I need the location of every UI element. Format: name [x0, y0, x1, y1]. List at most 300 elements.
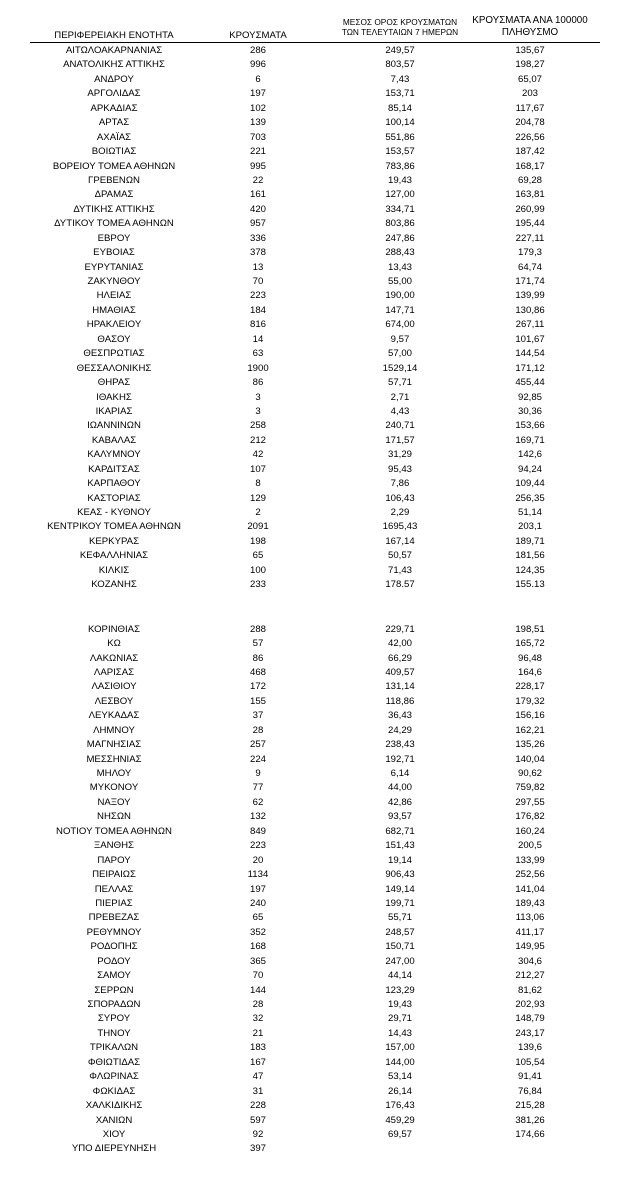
per-100000-cell: 162,21 [515, 724, 545, 736]
per-100000-cell: 165,72 [515, 638, 545, 650]
header-avg-line2: ΤΩΝ ΤΕΛΕΥΤΑΙΩΝ 7 ΗΜΕΡΩΝ [341, 27, 459, 37]
header-per-line2: ΠΛΗΘΥΣΜΟ [501, 27, 559, 38]
per-100000-cell: 243,17 [515, 1027, 545, 1039]
header-region: ΠΕΡΙΦΕΡΕΙΑΚΗ ΕΝΟΤΗΤΑ [54, 30, 174, 41]
per-100000-cell: 198,27 [515, 59, 545, 71]
table-row [0, 246, 622, 260]
region-cell: ΚΑΛΥΜΝΟΥ [87, 449, 141, 461]
avg-7-days-cell: 153,71 [385, 88, 415, 100]
avg-7-days-cell: 7,86 [390, 478, 410, 490]
region-cell: ΠΕΙΡΑΙΩΣ [92, 869, 136, 881]
avg-7-days-cell: 147,71 [385, 304, 415, 316]
region-cell: ΧΑΝΙΩΝ [95, 1114, 133, 1126]
per-100000-cell: 203,1 [517, 521, 542, 533]
table-row [0, 1070, 622, 1084]
table-row [0, 810, 622, 824]
per-100000-cell: 139,6 [517, 1042, 542, 1054]
region-cell: ΚΕΦΑΛΛΗΝΙΑΣ [79, 550, 149, 562]
per-100000-cell: 96,48 [517, 652, 542, 664]
table-row [0, 578, 622, 592]
per-100000-cell: 198,51 [515, 623, 545, 635]
avg-7-days-cell: 85,14 [387, 102, 412, 114]
avg-7-days-cell: 682,71 [385, 825, 415, 837]
header-divider [30, 42, 600, 43]
avg-7-days-cell: 50,57 [387, 550, 412, 562]
region-cell: ΖΑΚΥΝΘΟΥ [87, 276, 141, 287]
avg-7-days-cell: 131,14 [385, 681, 415, 693]
region-cell: ΑΝΑΤΟΛΙΚΗΣ ΑΤΤΙΚΗΣ [63, 59, 165, 71]
table-row [0, 102, 622, 116]
cases-cell: 3 [255, 405, 261, 417]
avg-7-days-cell: 551,86 [385, 131, 415, 143]
avg-7-days-cell: 53,14 [387, 1071, 412, 1083]
cases-cell: 70 [252, 276, 264, 287]
cases-cell: 37 [252, 710, 264, 722]
region-cell: ΑΧΑΪΑΣ [96, 131, 132, 143]
region-cell: ΘΑΣΟΥ [97, 333, 131, 345]
region-cell: ΤΗΝΟΥ [97, 1027, 131, 1039]
cases-cell: 365 [249, 955, 266, 967]
region-cell: ΜΕΣΣΗΝΙΑΣ [86, 753, 142, 765]
region-cell: ΘΕΣΣΑΛΟΝΙΚΗΣ [76, 362, 152, 374]
table-row [0, 362, 622, 376]
avg-7-days-cell: 71,43 [387, 564, 412, 576]
per-100000-cell: 76,84 [517, 1085, 542, 1097]
per-100000-cell: 90,62 [517, 768, 542, 779]
region-cell: ΔΡΑΜΑΣ [94, 189, 134, 201]
table-row [0, 1114, 622, 1128]
avg-7-days-cell: 93,57 [387, 811, 412, 823]
table-row [0, 781, 622, 795]
avg-7-days-cell: 153,57 [385, 146, 415, 158]
per-100000-cell: 164,6 [517, 666, 542, 678]
per-100000-cell: 160,24 [515, 825, 545, 837]
header-avg-line1: ΜΕΣΟΣ ΟΡΟΣ ΚΡΟΥΣΜΑΤΩΝ [342, 17, 458, 27]
table-row [0, 160, 622, 174]
cases-cell: 172 [249, 681, 266, 693]
cases-cell: 378 [249, 247, 266, 259]
region-cell: ΚΑΒΑΛΑΣ [91, 434, 137, 446]
cases-cell: 996 [249, 59, 266, 71]
cases-cell: 62 [252, 796, 264, 808]
per-100000-cell: 179,32 [515, 695, 545, 707]
per-100000-cell: 189,71 [515, 535, 545, 547]
table-row [0, 695, 622, 709]
cases-cell: 212 [249, 434, 266, 446]
per-100000-cell: 142,6 [517, 449, 542, 461]
per-100000-cell: 455,44 [515, 377, 545, 389]
region-cell: ΑΝΔΡΟΥ [94, 73, 134, 85]
avg-7-days-cell: 171,57 [385, 434, 415, 446]
table-row [0, 1027, 622, 1041]
region-cell: ΙΩΑΝΝΙΝΩΝ [87, 420, 141, 432]
avg-7-days-cell: 151,43 [385, 840, 415, 852]
cases-cell: 100 [249, 564, 266, 576]
table-row [0, 174, 622, 188]
avg-7-days-cell: 55,71 [387, 912, 412, 924]
avg-7-days-cell: 409,57 [385, 666, 415, 678]
cases-cell: 288 [249, 623, 266, 635]
per-100000-cell: 133,99 [515, 854, 545, 866]
per-100000-cell: 212,27 [515, 970, 545, 982]
region-cell: ΚΟΖΑΝΗΣ [91, 579, 137, 591]
cases-cell: 14 [252, 333, 264, 345]
avg-7-days-cell: 118,86 [385, 695, 415, 707]
region-cell: ΡΟΔΟΠΗΣ [90, 941, 138, 953]
region-cell: ΛΑΡΙΣΑΣ [93, 666, 135, 678]
per-100000-cell: 200,5 [517, 840, 542, 852]
cases-cell: 197 [249, 88, 266, 100]
header-per-100000 [460, 15, 600, 39]
region-cell: ΚΕΡΚΥΡΑΣ [88, 535, 139, 547]
table-row [0, 203, 622, 217]
cases-cell: 233 [249, 579, 266, 591]
table-row [0, 652, 622, 666]
cases-cell: 597 [249, 1114, 266, 1126]
table-row [0, 232, 622, 246]
cases-cell: 129 [249, 492, 266, 504]
table-row [0, 419, 622, 433]
table-row [0, 637, 622, 651]
table-row [0, 955, 622, 969]
cases-cell: 22 [252, 174, 264, 186]
avg-7-days-cell: 157,00 [385, 1042, 415, 1054]
avg-7-days-cell: 783,86 [385, 160, 415, 172]
per-100000-cell: 204,78 [515, 117, 545, 129]
per-100000-cell: 163,81 [515, 189, 545, 201]
per-100000-cell: 144,54 [515, 348, 545, 360]
cases-cell: 184 [249, 304, 266, 316]
per-100000-cell: 297,55 [515, 796, 545, 808]
cases-cell: 197 [249, 883, 266, 895]
table-row [0, 520, 622, 534]
header-per-line1: ΚΡΟΥΣΜΑΤΑ ΑΝΑ 100000 [472, 15, 588, 26]
per-100000-cell: 202,93 [515, 999, 545, 1010]
avg-7-days-cell: 229,71 [385, 623, 415, 635]
cases-cell: 183 [249, 1042, 266, 1054]
per-100000-cell: 189,43 [515, 897, 545, 909]
cases-cell: 86 [252, 652, 264, 664]
table-row [0, 535, 622, 549]
region-cell: ΛΕΣΒΟΥ [94, 695, 134, 707]
table-row [0, 940, 622, 954]
per-100000-cell: 228,17 [515, 681, 545, 693]
cases-cell: 995 [249, 160, 266, 172]
cases-cell: 28 [252, 724, 264, 736]
region-cell: ΚΕΑΣ - ΚΥΘΝΟΥ [77, 507, 151, 518]
cases-cell: 32 [252, 1013, 264, 1025]
region-cell: ΒΟΡΕΙΟΥ ΤΟΜΕΑ ΑΘΗΝΩΝ [52, 160, 176, 172]
avg-7-days-cell: 144,00 [385, 1056, 415, 1068]
cases-cell: 240 [249, 897, 266, 909]
region-cell: ΧΑΛΚΙΔΙΚΗΣ [85, 1100, 143, 1112]
table-row [0, 289, 622, 303]
table-row [0, 261, 622, 275]
avg-7-days-cell: 240,71 [385, 420, 415, 432]
avg-7-days-cell: 247,86 [385, 232, 415, 244]
cases-cell: 336 [249, 232, 266, 244]
table-row [0, 666, 622, 680]
cases-cell: 92 [252, 1128, 264, 1140]
table-row [0, 318, 622, 332]
table-row [0, 709, 622, 723]
region-cell: ΑΙΤΩΛΟΑΚΑΡΝΑΝΙΑΣ [65, 45, 163, 56]
cases-cell: 258 [249, 420, 266, 432]
cases-cell: 223 [249, 840, 266, 852]
table-row [0, 1128, 622, 1142]
region-cell: ΛΗΜΝΟΥ [93, 724, 135, 736]
cases-cell: 224 [249, 753, 266, 765]
cases-cell: 28 [252, 999, 264, 1010]
per-100000-cell: 267,11 [515, 319, 545, 331]
avg-7-days-cell: 192,71 [385, 753, 415, 765]
per-100000-cell: 304,6 [517, 955, 542, 967]
cases-cell: 1900 [247, 362, 269, 374]
region-cell: ΡΕΘΥΜΝΟΥ [86, 926, 142, 938]
region-cell: ΚΩ [107, 638, 121, 650]
region-cell: ΚΕΝΤΡΙΚΟΥ ΤΟΜΕΑ ΑΘΗΝΩΝ [47, 521, 181, 533]
avg-7-days-cell: 19,43 [387, 174, 412, 186]
table-row [0, 304, 622, 318]
region-cell: ΙΚΑΡΙΑΣ [95, 405, 133, 417]
avg-7-days-cell: 14,43 [387, 1027, 412, 1039]
per-100000-cell: 227,11 [515, 232, 545, 244]
avg-7-days-cell: 167,14 [385, 535, 415, 547]
cases-cell: 352 [249, 926, 266, 938]
avg-7-days-cell: 57,00 [387, 348, 412, 360]
per-100000-cell: 171,12 [515, 362, 545, 374]
region-cell: ΕΥΡΥΤΑΝΙΑΣ [84, 261, 144, 273]
table-row [0, 1056, 622, 1070]
cases-cell: 2091 [247, 521, 269, 533]
region-cell: ΝΟΤΙΟΥ ΤΟΜΕΑ ΑΘΗΝΩΝ [56, 825, 172, 837]
avg-7-days-cell: 248,57 [385, 926, 415, 938]
table-row [0, 984, 622, 998]
region-cell: ΗΡΑΚΛΕΙΟΥ [86, 319, 142, 331]
per-100000-cell: 181,56 [515, 550, 545, 562]
avg-7-days-cell: 44,00 [387, 782, 412, 794]
region-cell: ΗΛΕΙΑΣ [96, 290, 132, 302]
per-100000-cell: 759,82 [515, 782, 545, 794]
avg-7-days-cell: 13,43 [387, 261, 412, 273]
region-cell: ΒΟΙΩΤΙΑΣ [91, 146, 137, 158]
table-row [0, 347, 622, 361]
table-row [0, 73, 622, 87]
region-cell: ΣΥΡΟΥ [97, 1013, 131, 1025]
per-100000-cell: 81,62 [517, 984, 542, 996]
avg-7-days-cell: 55,00 [387, 276, 412, 287]
region-cell: ΜΗΛΟΥ [96, 768, 132, 779]
per-100000-cell: 30,36 [517, 405, 542, 417]
table-row [0, 883, 622, 897]
header-avg-7-days [326, 17, 474, 37]
table-row [0, 217, 622, 231]
table-row [0, 1041, 622, 1055]
avg-7-days-cell: 24,29 [387, 724, 412, 736]
table-row [0, 1012, 622, 1026]
region-cell: ΓΡΕΒΕΝΩΝ [88, 174, 140, 186]
avg-7-days-cell: 238,43 [385, 739, 415, 751]
table-row [0, 753, 622, 767]
per-100000-cell: 113,06 [515, 912, 545, 924]
cases-cell: 70 [252, 970, 264, 982]
cases-cell: 132 [249, 811, 266, 823]
table-row [0, 376, 622, 390]
region-cell: ΦΛΩΡΙΝΑΣ [89, 1071, 139, 1083]
per-100000-cell: 135,26 [515, 739, 545, 751]
region-cell: ΧΙΟΥ [102, 1128, 126, 1140]
region-cell: ΑΡΓΟΛΙΔΑΣ [87, 88, 141, 100]
cases-cell: 397 [249, 1143, 266, 1155]
avg-7-days-cell: 674,00 [385, 319, 415, 331]
per-100000-cell: 169,71 [515, 434, 545, 446]
region-cell: ΦΩΚΙΔΑΣ [92, 1085, 136, 1097]
region-cell: ΑΡΚΑΔΙΑΣ [90, 102, 138, 114]
per-100000-cell: 411,17 [515, 926, 545, 938]
per-100000-cell: 117,67 [515, 102, 545, 114]
region-cell: ΑΡΤΑΣ [98, 117, 130, 129]
per-100000-cell: 141,04 [515, 883, 545, 895]
avg-7-days-cell: 176,43 [385, 1100, 415, 1112]
region-cell: ΡΟΔΟΥ [97, 955, 131, 967]
cases-cell: 161 [249, 189, 266, 201]
table-row [0, 564, 622, 578]
per-100000-cell: 92,85 [517, 391, 542, 403]
cases-cell: 8 [255, 478, 261, 490]
per-100000-cell: 215,28 [515, 1100, 545, 1112]
cases-cell: 20 [252, 854, 264, 866]
cases-cell: 139 [249, 117, 266, 129]
avg-7-days-cell: 199,71 [385, 897, 415, 909]
per-100000-cell: 156,16 [515, 710, 545, 722]
table-row [0, 391, 622, 405]
region-cell: ΜΑΓΝΗΣΙΑΣ [86, 739, 142, 751]
cases-cell: 65 [252, 912, 264, 924]
per-100000-cell: 176,82 [515, 811, 545, 823]
region-cell: ΕΥΒΟΙΑΣ [93, 247, 135, 259]
per-100000-cell: 153,66 [515, 420, 545, 432]
region-cell: ΞΑΝΘΗΣ [94, 840, 134, 852]
per-100000-cell: 203 [521, 88, 538, 100]
region-cell: ΜΥΚΟΝΟΥ [89, 782, 139, 794]
table-row [0, 926, 622, 940]
table-row [0, 87, 622, 101]
per-100000-cell: 260,99 [515, 203, 545, 215]
per-100000-cell: 155.13 [515, 579, 545, 591]
table-row [0, 1142, 622, 1156]
region-cell: ΣΕΡΡΩΝ [94, 984, 134, 996]
table-row [0, 680, 622, 694]
per-100000-cell: 69,28 [517, 174, 542, 186]
cases-cell: 57 [252, 638, 264, 650]
avg-7-days-cell: 190,00 [385, 290, 415, 302]
region-cell: ΝΗΣΩΝ [97, 811, 131, 823]
avg-7-days-cell: 44,14 [387, 970, 412, 982]
avg-7-days-cell: 42,86 [387, 796, 412, 808]
region-cell: ΥΠΟ ΔΙΕΡΕΥΝΗΣΗ [71, 1143, 157, 1155]
cases-cell: 77 [252, 782, 264, 794]
per-100000-cell: 105,54 [515, 1056, 545, 1068]
per-100000-cell: 195,44 [515, 218, 545, 230]
avg-7-days-cell: 42,00 [387, 638, 412, 650]
cases-cell: 42 [252, 449, 264, 461]
per-100000-cell: 256,35 [515, 492, 545, 504]
per-100000-cell: 179,3 [517, 247, 542, 259]
table-row [0, 767, 622, 781]
region-cell: ΠΕΛΛΑΣ [94, 883, 134, 895]
cases-cell: 107 [249, 463, 266, 475]
per-100000-cell: 149,95 [515, 941, 545, 953]
avg-7-days-cell: 906,43 [385, 869, 415, 881]
avg-7-days-cell: 288,43 [385, 247, 415, 259]
cases-cell: 86 [252, 377, 264, 389]
region-cell: ΤΡΙΚΑΛΩΝ [89, 1042, 139, 1054]
cases-cell: 144 [249, 984, 266, 996]
avg-7-days-cell: 334,71 [385, 203, 415, 215]
header-cases: ΚΡΟΥΣΜΑΤΑ [229, 30, 287, 41]
table-row [0, 58, 622, 72]
avg-7-days-cell: 31,29 [387, 449, 412, 461]
table-row [0, 549, 622, 563]
region-cell: ΣΑΜΟΥ [97, 970, 131, 982]
avg-7-days-cell: 803,57 [385, 59, 415, 71]
cases-cell: 228 [249, 1100, 266, 1112]
table-row [0, 868, 622, 882]
avg-7-days-cell: 100,14 [385, 117, 415, 129]
avg-7-days-cell: 19,43 [387, 999, 412, 1010]
region-cell: ΛΑΚΩΝΙΑΣ [89, 652, 139, 664]
region-cell: ΛΕΥΚΑΔΑΣ [88, 710, 140, 722]
cases-cell: 47 [252, 1071, 264, 1083]
avg-7-days-cell: 1529,14 [382, 362, 418, 374]
cases-cell: 816 [249, 319, 266, 331]
avg-7-days-cell: 249,57 [385, 45, 415, 56]
per-100000-cell: 51,14 [517, 507, 542, 518]
cases-cell: 420 [249, 203, 266, 215]
per-100000-cell: 91,41 [517, 1071, 542, 1083]
avg-7-days-cell: 149,14 [385, 883, 415, 895]
table-header [0, 0, 622, 44]
per-100000-cell: 130,86 [515, 304, 545, 316]
per-100000-cell: 139,99 [515, 290, 545, 302]
per-100000-cell: 135,67 [515, 45, 545, 56]
region-cell: ΘΗΡΑΣ [97, 377, 131, 389]
per-100000-cell: 64,74 [517, 261, 542, 273]
cases-cell: 13 [252, 261, 264, 273]
per-100000-cell: 148,79 [515, 1013, 545, 1025]
avg-7-days-cell: 459,29 [385, 1114, 415, 1126]
avg-7-days-cell: 36,43 [387, 710, 412, 722]
table-row [0, 188, 622, 202]
cases-cell: 703 [249, 131, 266, 143]
per-100000-cell: 187,42 [515, 146, 545, 158]
per-100000-cell: 124,35 [515, 564, 545, 576]
table-row [0, 275, 622, 289]
avg-7-days-cell: 2,29 [390, 507, 410, 518]
avg-7-days-cell: 178.57 [385, 579, 415, 591]
region-cell: ΦΘΙΩΤΙΔΑΣ [87, 1056, 141, 1068]
table-row [0, 333, 622, 347]
table-row [0, 116, 622, 130]
table-row [0, 1085, 622, 1099]
cases-cell: 9 [255, 768, 261, 779]
avg-7-days-cell: 803,86 [385, 218, 415, 230]
per-100000-cell: 109,44 [515, 478, 545, 490]
avg-7-days-cell: 2,71 [390, 391, 410, 403]
avg-7-days-cell: 66,29 [387, 652, 412, 664]
region-cell: ΘΕΣΠΡΩΤΙΑΣ [83, 348, 145, 360]
table-row [0, 854, 622, 868]
